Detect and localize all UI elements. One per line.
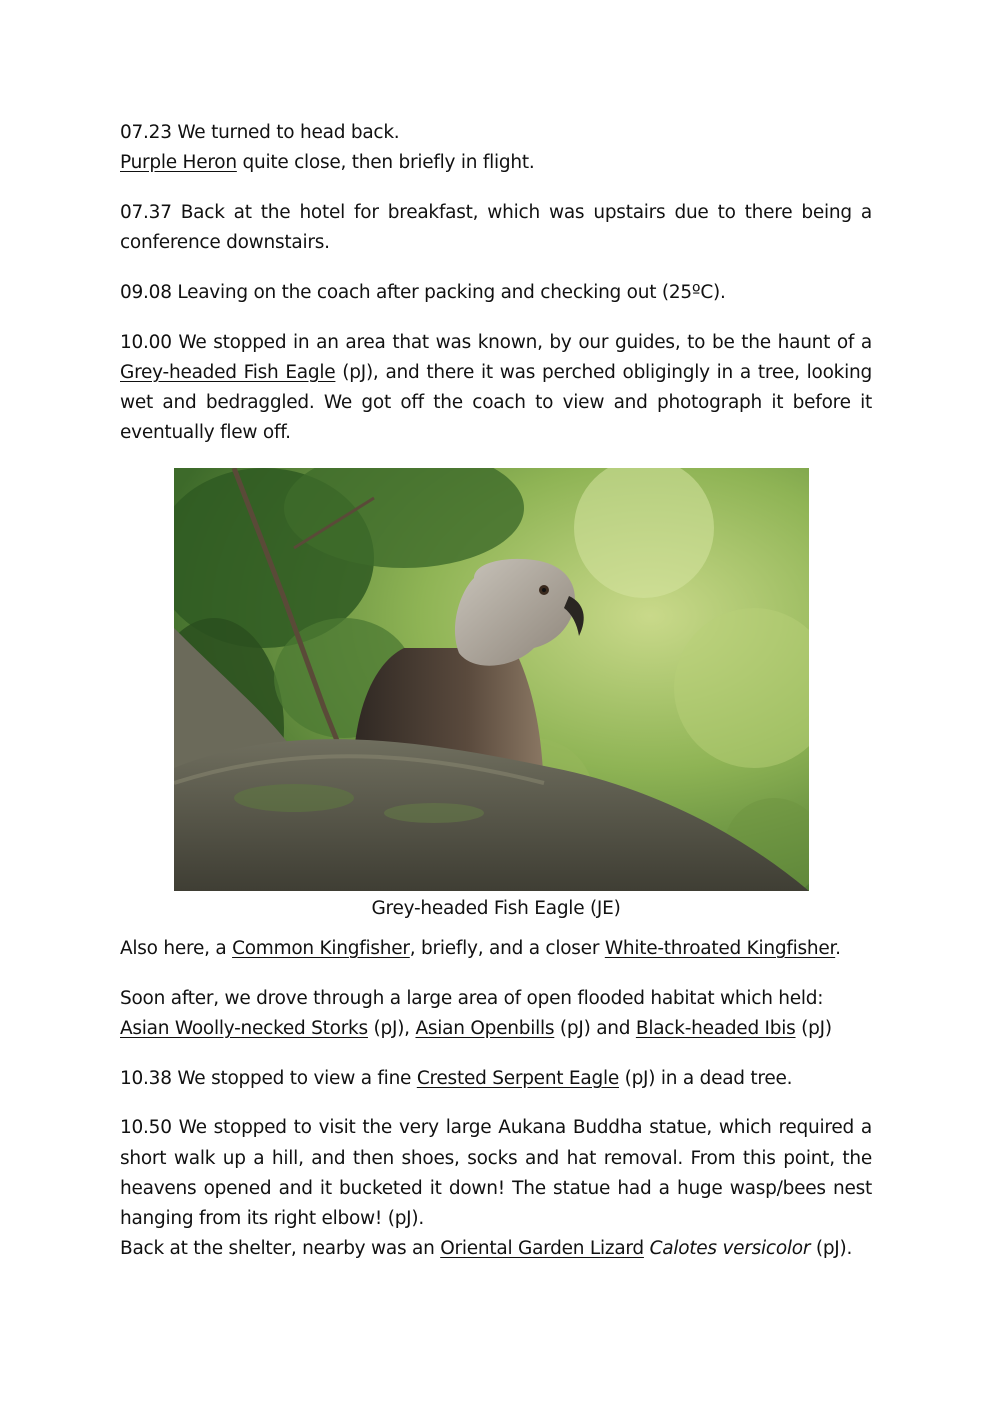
paragraph-kingfishers <box>120 934 872 964</box>
species-asian-woolly-necked-storks: Asian Woolly-necked Storks <box>120 1017 368 1039</box>
scientific-name: Calotes versicolor <box>649 1238 811 1260</box>
entry-text: 10.38 We stopped to view a fine <box>120 1067 417 1089</box>
entry-text: (pJ), <box>367 1017 416 1039</box>
species-grey-headed-fish-eagle: Grey-headed Fish Eagle <box>120 361 336 383</box>
species-common-kingfisher: Common Kingfisher <box>232 938 410 960</box>
entry-text: Also here, a <box>120 938 233 960</box>
entry-text: , briefly, and a closer <box>409 938 605 960</box>
entry-text: (pJ), and there it was perched obligingly in a tree, looking wet and bedraggled. We got off the coach to view and photograph it before it eventually flew off. <box>120 361 872 444</box>
eagle-photo <box>174 468 809 891</box>
eagle-photo-figure <box>174 468 809 924</box>
entry-text: quite close, then briefly in flight. <box>236 152 535 174</box>
paragraph-shelter <box>120 1234 872 1264</box>
paragraph-1038 <box>120 1064 872 1094</box>
entry-text: . <box>835 938 841 960</box>
paragraph-0737: 07.37 Back at the hotel for breakfast, which was upstairs due to there being a conference downstairs. <box>120 201 872 254</box>
entry-text: 10.00 We stopped in an area that was known, by our guides, to be the haunt of a <box>120 331 872 353</box>
entry-text: (pJ) in a dead tree. <box>618 1067 793 1089</box>
paragraph-0723 <box>120 118 872 178</box>
paragraph-flooded-habitat <box>120 984 872 1044</box>
document-page <box>120 118 872 1284</box>
paragraph-1050: 10.50 We stopped to visit the very large Aukana Buddha statue, which required a short walk up a hill, and then shoes, socks and hat removal. From this point, the heavens opened and it bucketed it down! The statue had a huge wasp/bees nest hanging from its right elbow! (pJ). <box>120 1117 872 1229</box>
species-crested-serpent-eagle: Crested Serpent Eagle <box>416 1067 619 1089</box>
entry-text: Soon after, we drove through a large area of open flooded habitat which held: <box>120 987 824 1009</box>
entry-text: Back at the shelter, nearby was an <box>120 1238 441 1260</box>
entry-text: (pJ) and <box>554 1017 636 1039</box>
paragraph-1000 <box>120 328 872 449</box>
species-black-headed-ibis: Black-headed Ibis <box>635 1017 796 1039</box>
species-purple-heron: Purple Heron <box>120 152 237 174</box>
photo-caption: Grey-headed Fish Eagle (JE) <box>371 897 621 919</box>
entry-text: 07.23 We turned to head back. <box>120 122 400 143</box>
entry-text: (pJ) <box>795 1017 832 1039</box>
entry-text: (pJ). <box>810 1238 853 1260</box>
paragraph-0908: 09.08 Leaving on the coach after packing and checking out (25ºC). <box>120 281 726 303</box>
species-oriental-garden-lizard: Oriental Garden Lizard <box>440 1238 644 1260</box>
species-asian-openbills: Asian Openbills <box>415 1017 555 1039</box>
species-white-throated-kingfisher: White-throated Kingfisher <box>604 938 836 960</box>
